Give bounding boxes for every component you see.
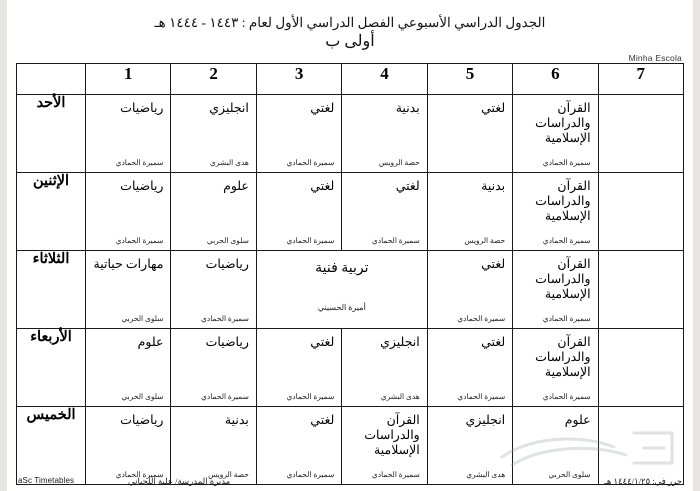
- cell-content: [171, 329, 255, 406]
- cell-subject: القرآن والدراسات الإسلامية: [535, 101, 591, 145]
- day-label: الإثنين: [17, 173, 86, 251]
- cell-teacher: سميرة الحمادي: [457, 392, 506, 401]
- class-name: أولى ب: [325, 33, 375, 50]
- table-row: [17, 329, 684, 407]
- cell-subject: رياضيات: [205, 335, 249, 349]
- cell-subject: القرآن والدراسات الإسلامية: [364, 413, 420, 457]
- page-header: [0, 14, 700, 52]
- column-header-period-4: 4: [342, 64, 427, 95]
- timetable-cell[interactable]: [513, 329, 598, 407]
- cell-subject: علوم: [223, 179, 249, 193]
- cell-content: [428, 173, 512, 250]
- cell-content: [428, 95, 512, 172]
- cell-content: [599, 95, 683, 172]
- timetable-cell[interactable]: [598, 329, 683, 407]
- timetable: [16, 63, 684, 485]
- footer-issue-date: حرر في: ١٤٤٤/١/٢٥ هـ: [604, 476, 682, 486]
- timetable-cell[interactable]: [427, 251, 512, 329]
- cell-content: [257, 407, 341, 484]
- timetable-cell[interactable]: [86, 95, 171, 173]
- cell-content: [86, 329, 170, 406]
- cell-content: [171, 95, 255, 172]
- cell-content: [513, 95, 597, 172]
- cell-teacher: هدى البشري: [466, 470, 506, 479]
- page-edge-right: [693, 0, 700, 491]
- table-row: [17, 251, 684, 329]
- timetable-cell[interactable]: [256, 251, 427, 329]
- timetable-cell[interactable]: [86, 251, 171, 329]
- timetable-cell[interactable]: [342, 407, 427, 485]
- column-header-period-5: 5: [427, 64, 512, 95]
- cell-teacher: سميرة الحمادي: [115, 236, 164, 245]
- timetable-body: [17, 95, 684, 485]
- cell-teacher: حصة الرويس: [208, 470, 249, 479]
- cell-content: [599, 329, 683, 406]
- cell-content: [342, 407, 426, 484]
- column-header-period-3: 3: [256, 64, 341, 95]
- cell-content: [599, 407, 683, 484]
- cell-teacher: سميرة الحمادي: [115, 470, 164, 479]
- cell-content: [257, 329, 341, 406]
- timetable-cell[interactable]: [513, 407, 598, 485]
- timetable-cell[interactable]: [171, 251, 256, 329]
- cell-content: [86, 95, 170, 172]
- cell-subject: لغتي: [310, 101, 335, 115]
- cell-teacher: سميرة الحمادي: [542, 158, 591, 167]
- footer-software: aSc Timetables: [18, 476, 75, 485]
- cell-subject: القرآن والدراسات الإسلامية: [535, 257, 591, 301]
- timetable-cell[interactable]: [513, 173, 598, 251]
- day-label: الأحد: [17, 95, 86, 173]
- timetable-cell[interactable]: [171, 407, 256, 485]
- page-edge-left: [0, 0, 7, 491]
- cell-content: [428, 251, 512, 328]
- timetable-cell[interactable]: [256, 173, 341, 251]
- timetable-cell[interactable]: [342, 329, 427, 407]
- cell-subject: انجليزي: [380, 335, 420, 349]
- cell-teacher: سميرة الحمادي: [201, 314, 249, 323]
- cell-teacher: سلوى الحربي: [206, 236, 249, 245]
- cell-subject: القرآن والدراسات الإسلامية: [535, 179, 591, 223]
- table-row: [17, 173, 684, 251]
- school-name: Minha Escola: [628, 53, 682, 63]
- day-label: الثلاثاء: [17, 251, 86, 329]
- cell-subject: علوم: [564, 413, 591, 427]
- cell-subject: لغتي: [481, 257, 506, 271]
- cell-teacher: سلوى الحربي: [121, 392, 164, 401]
- column-header-period-7: 7: [598, 64, 683, 95]
- cell-subject: انجليزي: [209, 101, 249, 115]
- cell-teacher: سلوى الحربي: [548, 470, 591, 479]
- timetable-cell[interactable]: [256, 329, 341, 407]
- cell-teacher: سميرة الحمادي: [286, 392, 335, 401]
- cell-teacher: سميرة الحمادي: [201, 392, 249, 401]
- cell-content: [257, 95, 341, 172]
- timetable-cell[interactable]: [598, 407, 683, 485]
- cell-content: [513, 407, 597, 484]
- cell-teacher: سلوى الحربي: [121, 314, 164, 323]
- cell-subject: لغتي: [481, 101, 506, 115]
- timetable-cell[interactable]: [427, 173, 512, 251]
- cell-subject: رياضيات: [120, 101, 164, 115]
- cell-teacher: هدى البشري: [209, 158, 249, 167]
- table-row: [17, 95, 684, 173]
- column-header-day: [17, 64, 86, 95]
- cell-content: [342, 173, 426, 250]
- cell-content: [171, 173, 255, 250]
- cell-teacher: سميرة الحمادي: [286, 158, 335, 167]
- cell-teacher: هدى البشري: [380, 392, 420, 401]
- page-footer: [8, 476, 692, 488]
- cell-subject: رياضيات: [120, 179, 164, 193]
- footer-principal: مديرة المدرسة/ علية اللحياني: [128, 476, 231, 486]
- day-label: الأربعاء: [17, 329, 86, 407]
- cell-subject: لغتي: [310, 179, 335, 193]
- cell-subject: بدنية: [224, 413, 249, 427]
- cell-content: [513, 251, 597, 328]
- cell-teacher: سميرة الحمادي: [115, 158, 164, 167]
- cell-content: [428, 407, 512, 484]
- timetable-cell[interactable]: [427, 95, 512, 173]
- cell-teacher: سميرة الحمادي: [542, 392, 591, 401]
- cell-content: [513, 173, 597, 250]
- cell-teacher: سميرة الحمادي: [286, 236, 335, 245]
- cell-subject: لغتي: [310, 335, 335, 349]
- timetable-cell[interactable]: [427, 329, 512, 407]
- timetable-cell[interactable]: [86, 407, 171, 485]
- timetable-cell[interactable]: [513, 251, 598, 329]
- cell-subject: علوم: [137, 335, 164, 349]
- timetable-cell[interactable]: [171, 95, 256, 173]
- cell-content: [86, 173, 170, 250]
- timetable-cell[interactable]: [256, 95, 341, 173]
- timetable-cell[interactable]: [171, 329, 256, 407]
- cell-content: [257, 173, 341, 250]
- cell-subject: رياضيات: [120, 413, 164, 427]
- cell-subject: رياضيات: [205, 257, 249, 271]
- timetable-cell[interactable]: [342, 173, 427, 251]
- timetable-header-row: [17, 64, 684, 95]
- cell-content: [599, 251, 683, 328]
- cell-teacher: سميرة الحمادي: [542, 314, 591, 323]
- cell-subject: انجليزي: [465, 413, 506, 427]
- cell-content: [428, 329, 512, 406]
- table-row: [17, 407, 684, 485]
- cell-subject: لغتي: [310, 413, 335, 427]
- cell-teacher: سميرة الحمادي: [286, 470, 335, 479]
- cell-subject: لغتي: [481, 335, 506, 349]
- cell-subject: بدنية: [481, 179, 506, 193]
- cell-content: [342, 329, 426, 406]
- cell-teacher: أميرة الحسيني: [317, 303, 366, 312]
- timetable-cell[interactable]: [598, 251, 683, 329]
- cell-content: [342, 95, 426, 172]
- cell-subject: مهارات حياتية: [93, 257, 164, 271]
- timetable-cell[interactable]: [171, 173, 256, 251]
- timetable-cell[interactable]: [598, 173, 683, 251]
- cell-content: [257, 251, 427, 328]
- column-header-period-2: 2: [171, 64, 256, 95]
- timetable-cell[interactable]: [598, 95, 683, 173]
- cell-teacher: سميرة الحمادي: [457, 314, 506, 323]
- cell-content: [171, 251, 255, 328]
- column-header-period-1: 1: [86, 64, 171, 95]
- cell-teacher: حصة الرويس: [464, 236, 506, 245]
- timetable-cell[interactable]: [86, 173, 171, 251]
- cell-subject: تربية فنية: [315, 261, 369, 276]
- day-label: الخميس: [17, 407, 86, 485]
- cell-content: [171, 407, 255, 484]
- timetable-cell[interactable]: [342, 95, 427, 173]
- timetable-cell[interactable]: [256, 407, 341, 485]
- cell-content: [86, 251, 170, 328]
- timetable-cell[interactable]: [427, 407, 512, 485]
- timetable-cell[interactable]: [513, 95, 598, 173]
- cell-teacher: حصة الرويس: [378, 158, 420, 167]
- cell-content: [513, 329, 597, 406]
- cell-teacher: سميرة الحمادي: [371, 236, 420, 245]
- cell-subject: بدنية: [395, 101, 420, 115]
- cell-subject: لغتي: [395, 179, 420, 193]
- timetable-cell[interactable]: [86, 329, 171, 407]
- cell-content: [86, 407, 170, 484]
- cell-teacher: سميرة الحمادي: [371, 470, 420, 479]
- cell-teacher: سميرة الحمادي: [542, 236, 591, 245]
- cell-subject: القرآن والدراسات الإسلامية: [535, 335, 591, 379]
- cell-content: [599, 173, 683, 250]
- page-title: الجدول الدراسي الأسبوعي الفصل الدراسي الأول لعام : ١٤٤٣ - ١٤٤٤ هـ: [154, 15, 546, 30]
- column-header-period-6: 6: [513, 64, 598, 95]
